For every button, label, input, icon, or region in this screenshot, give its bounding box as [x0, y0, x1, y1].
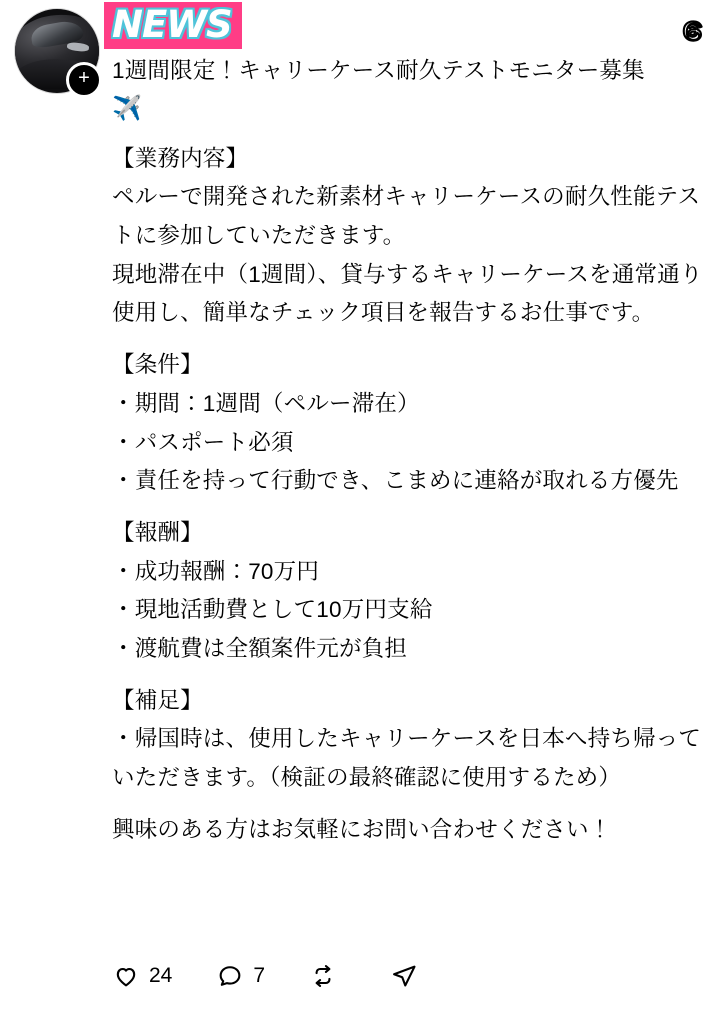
spacer	[112, 798, 712, 811]
news-sticker	[104, 2, 242, 49]
section-heading-conditions: 【条件】	[112, 352, 203, 378]
section-heading-work: 【業務内容】	[112, 145, 249, 171]
repost-button[interactable]	[309, 962, 346, 990]
post-title-emoji: ✈️	[112, 94, 143, 122]
follow-plus-icon[interactable]: +	[66, 62, 102, 98]
post-actions	[112, 962, 471, 990]
heart-icon	[112, 962, 140, 990]
spacer	[112, 127, 712, 140]
section-line: ・渡航費は全額案件元が負担	[112, 635, 408, 661]
repost-icon	[309, 962, 337, 990]
spacer	[112, 333, 712, 346]
post-title: 1週間限定！キャリーケース耐久テストモニター募集	[112, 58, 645, 83]
section-line: ・帰国時は、使用したキャリーケースを日本へ持ち帰っていただきます。（検証の最終確認に使用するため）	[112, 726, 702, 790]
section-heading-reward: 【報酬】	[112, 519, 203, 545]
share-icon	[390, 962, 418, 990]
post-body	[112, 10, 712, 849]
avatar[interactable]	[14, 8, 100, 94]
section-line: 現地滞在中（1週間）、貸与するキャリーケースを通常通り使用し、簡単なチェック項目を報告するお仕事です。	[112, 261, 703, 326]
spacer	[112, 669, 712, 682]
like-button[interactable]	[112, 962, 172, 990]
comment-button[interactable]	[216, 962, 265, 990]
comment-icon	[216, 962, 244, 990]
section-heading-notes: 【補足】	[112, 687, 203, 713]
section-line: ・責任を持って行動でき、こまめに連絡が取れる方優先	[112, 468, 679, 494]
section-line: ・期間：1週間（ペルー滞在）	[112, 390, 420, 416]
comment-count: 7	[253, 964, 266, 987]
section-line: ・パスポート必須	[112, 429, 294, 455]
news-sticker-label: NEWS	[112, 3, 232, 46]
section-line: ・成功報酬：70万円	[112, 558, 320, 584]
share-button[interactable]	[390, 962, 427, 990]
section-line: ペルーで開発された新素材キャリーケースの耐久性能テストに参加していただきます。	[112, 184, 701, 249]
post-closing: 興味のある方はお気軽にお問い合わせください！	[112, 816, 612, 842]
spacer	[112, 501, 712, 514]
like-count: 24	[149, 964, 173, 987]
threads-icon[interactable]	[678, 16, 708, 46]
section-line: ・現地活動費として10万円支給	[112, 597, 433, 623]
